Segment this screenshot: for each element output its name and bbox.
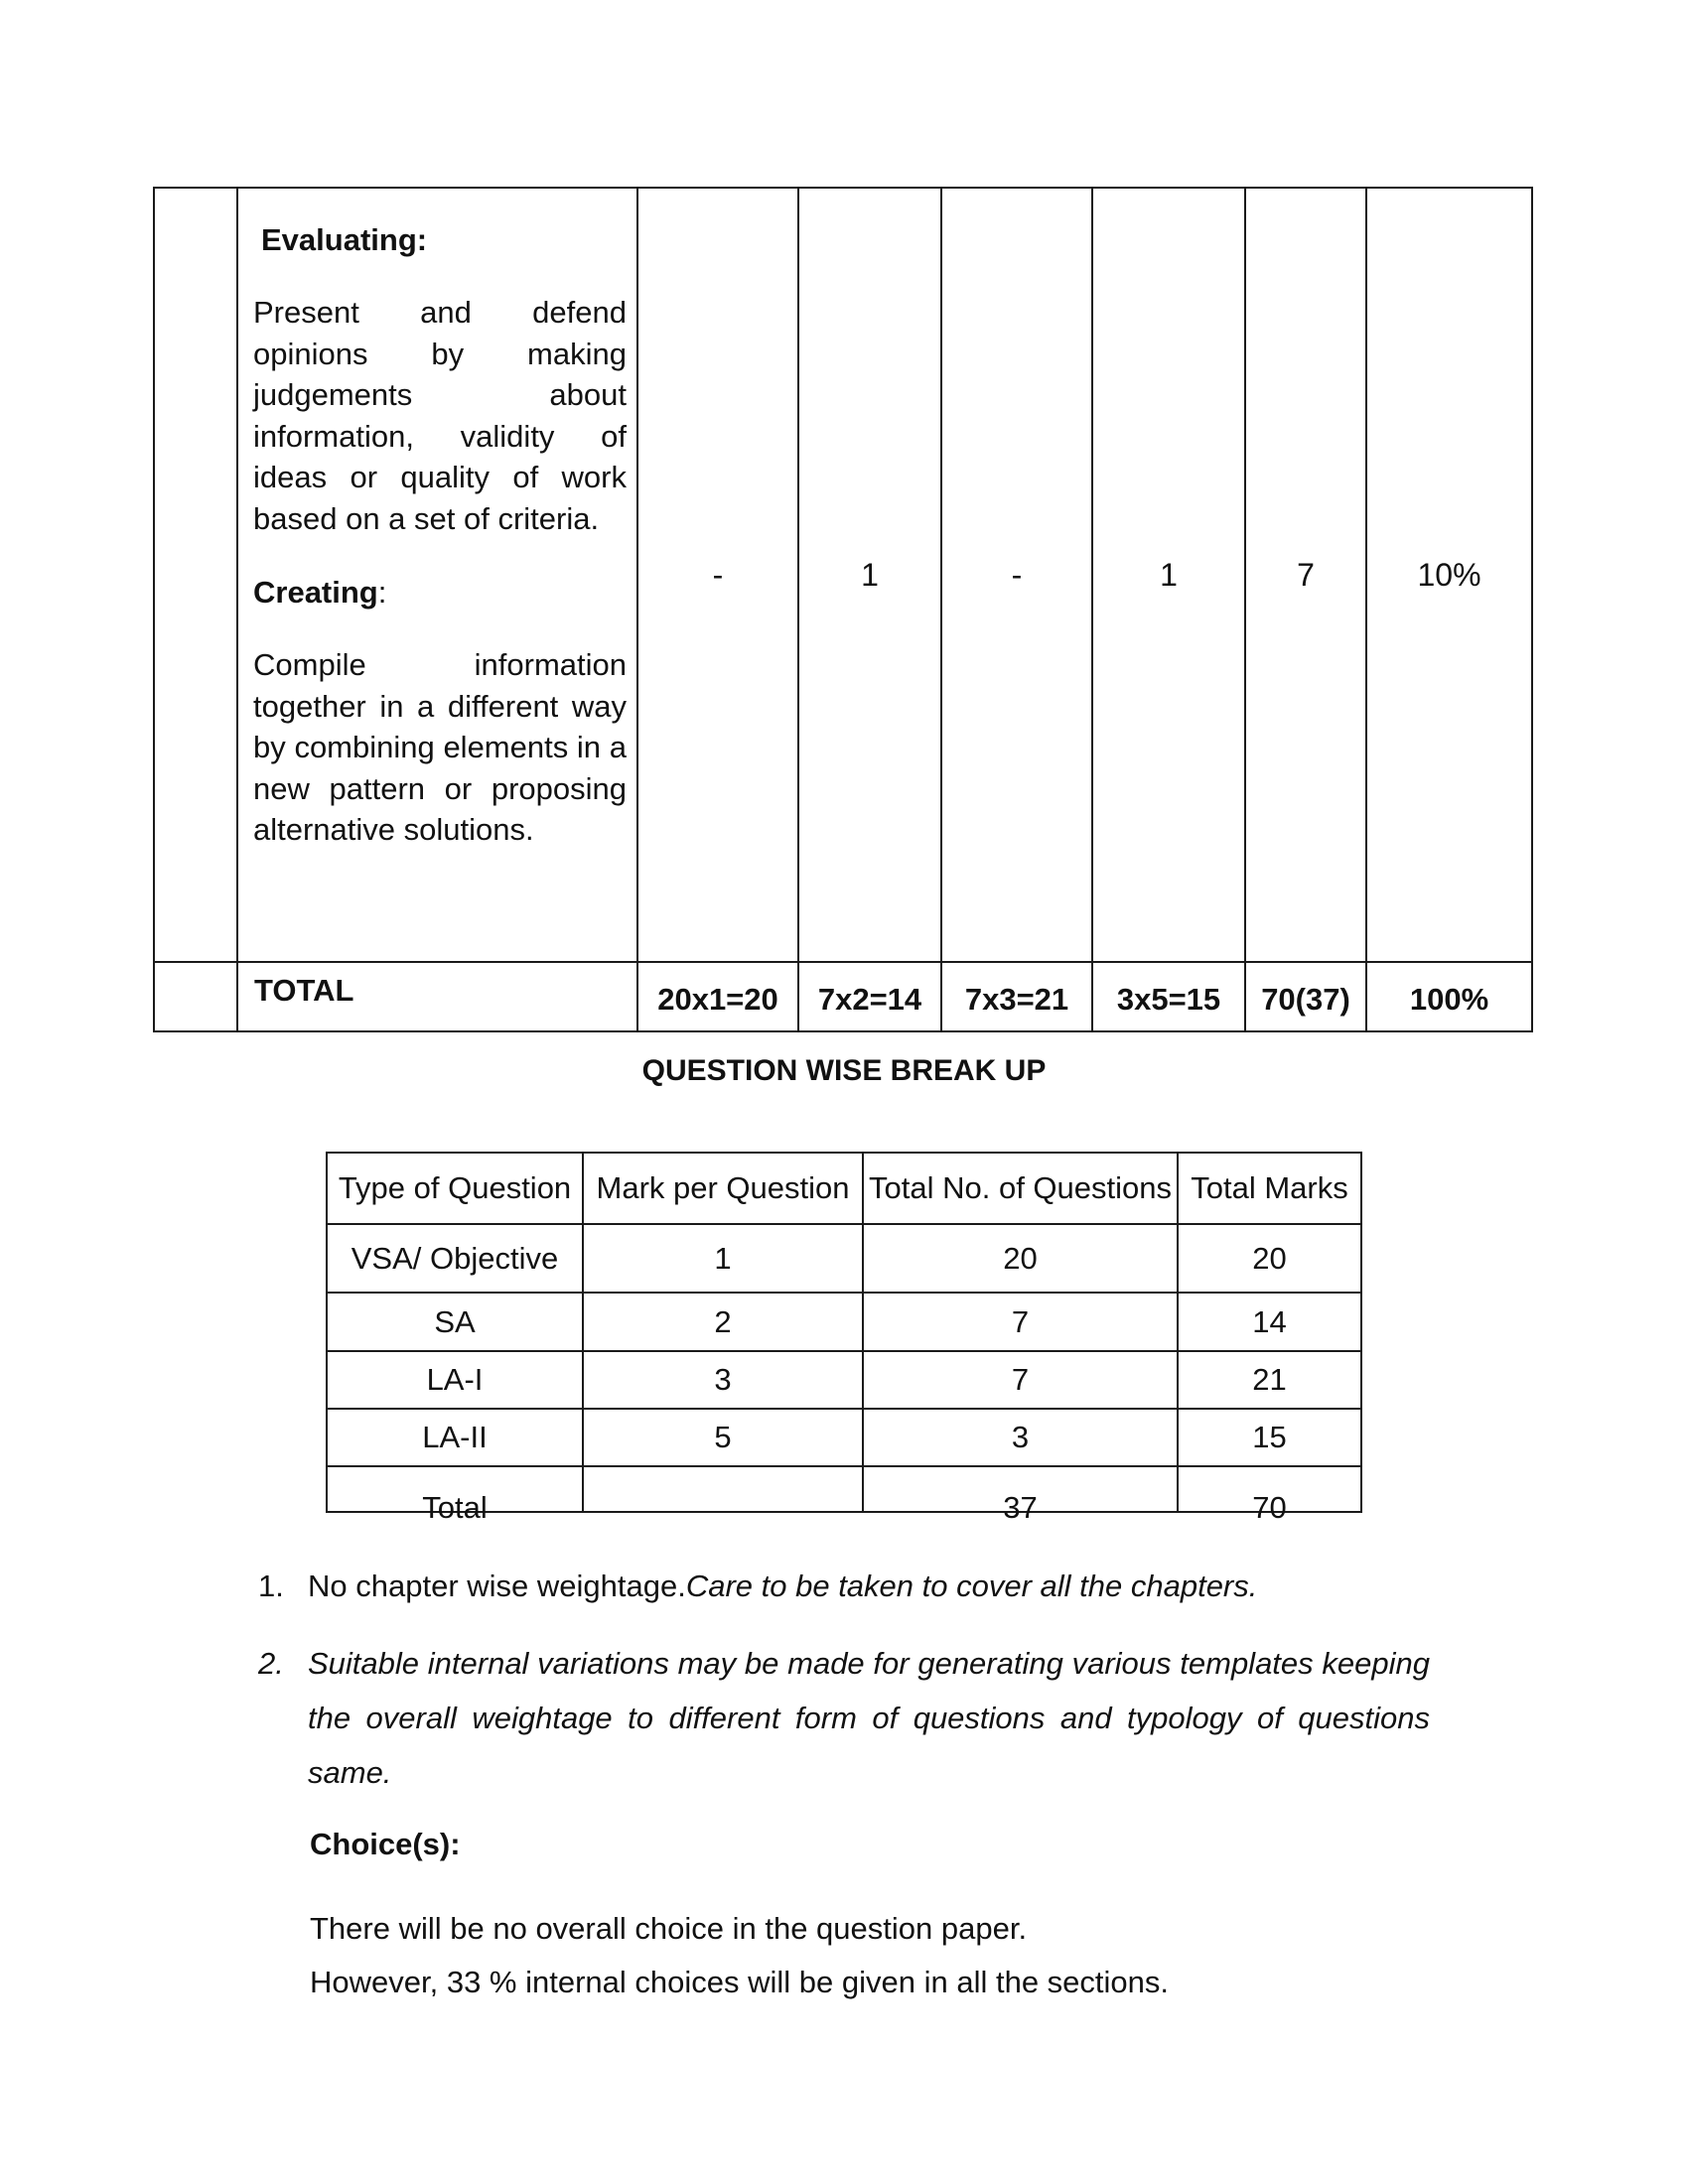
cell-type [327,1466,583,1525]
cell-count: 7 [863,1293,1178,1351]
cell-type: LA-II [327,1409,583,1466]
header-total-questions: Total No. of Questions [863,1153,1178,1224]
total-cell-percentage: 100% [1366,962,1532,1031]
value-cell-sa: 1 [798,188,941,962]
section-title: QUESTION WISE BREAK UP [641,1054,1047,1087]
value-cell-total-marks: 7 [1245,188,1366,962]
note-plain-text: No chapter wise weightage. [308,1569,686,1603]
list-item [258,1636,1430,1800]
note-number: 1. [258,1569,284,1603]
total-row-count: 37 [1003,1490,1038,1525]
blueprint-table [153,187,1533,1032]
question-breakup-table [326,1152,1362,1525]
header-total-marks: Total Marks [1178,1153,1361,1224]
choices-line: However, 33 % internal choices will be given in all the sections. [310,1965,1170,1999]
total-serial-cell [154,962,237,1031]
competency-description-cell [237,188,637,962]
evaluating-description: Present and defend opinions by making judgements about information, validity of ideas or quality of work based on a set of criteria. [253,295,627,536]
cell-mark: 5 [583,1409,863,1466]
total-row-marks: 70 [1252,1490,1287,1525]
note-number: 2. [258,1646,284,1681]
table-row [327,1351,1361,1409]
breakup-header-row [327,1153,1361,1224]
value-cell-la1: - [941,188,1092,962]
cell-total: 14 [1178,1293,1361,1351]
creating-description: Compile information together in a different way by combining elements in a new pattern or proposing alternative solutions. [253,647,627,847]
total-cell-sa: 7x2=14 [798,962,941,1031]
cell-count: 20 [863,1224,1178,1293]
creating-heading [253,575,627,611]
table-row [327,1224,1361,1293]
breakup-total-row [327,1466,1361,1512]
total-label: TOTAL [237,962,637,1031]
serial-cell [154,188,237,962]
note-italic-text: Suitable internal variations may be made for generating various templates keeping the overall weightage to different form of questions and typology of questions same. [308,1646,1430,1790]
value-cell-percentage: 10% [1366,188,1532,962]
cell-total: 15 [1178,1409,1361,1466]
total-cell-vsa: 20x1=20 [637,962,798,1031]
evaluating-heading: Evaluating: [261,222,428,257]
blueprint-total-row [154,962,1532,1031]
creating-heading-colon: : [377,575,387,610]
note-italic-text: Care to be taken to cover all the chapters. [685,1569,1258,1603]
total-row-label: Total [422,1490,488,1525]
header-mark-per-question: Mark per Question [583,1153,863,1224]
note-body [308,1567,1450,1606]
cell-count [863,1466,1178,1525]
cell-type: VSA/ Objective [327,1224,583,1293]
table-row [327,1409,1361,1466]
total-cell-marks: 70(37) [1245,962,1366,1031]
cell-count: 3 [863,1409,1178,1466]
cell-type: SA [327,1293,583,1351]
value-cell-la2: 1 [1092,188,1245,962]
cell-mark: 1 [583,1224,863,1293]
value-cell-vsa: - [637,188,798,962]
total-cell-la1: 7x3=21 [941,962,1092,1031]
notes-list [258,1567,1450,1800]
cell-type: LA-I [327,1351,583,1409]
choices-text [310,1902,1169,2009]
cell-count: 7 [863,1351,1178,1409]
total-cell-la2: 3x5=15 [1092,962,1245,1031]
list-item [258,1567,1450,1606]
cell-total [1178,1466,1361,1525]
cell-mark: 2 [583,1293,863,1351]
creating-heading-label: Creating [253,575,378,610]
cell-mark [583,1466,863,1512]
cell-total: 20 [1178,1224,1361,1293]
choices-heading: Choice(s): [310,1827,461,1861]
cell-mark: 3 [583,1351,863,1409]
choices-line: There will be no overall choice in the question paper. [310,1911,1028,1946]
header-type-of-question: Type of Question [327,1153,583,1224]
cell-total: 21 [1178,1351,1361,1409]
blueprint-row-evaluating-creating [154,188,1532,962]
table-row [327,1293,1361,1351]
